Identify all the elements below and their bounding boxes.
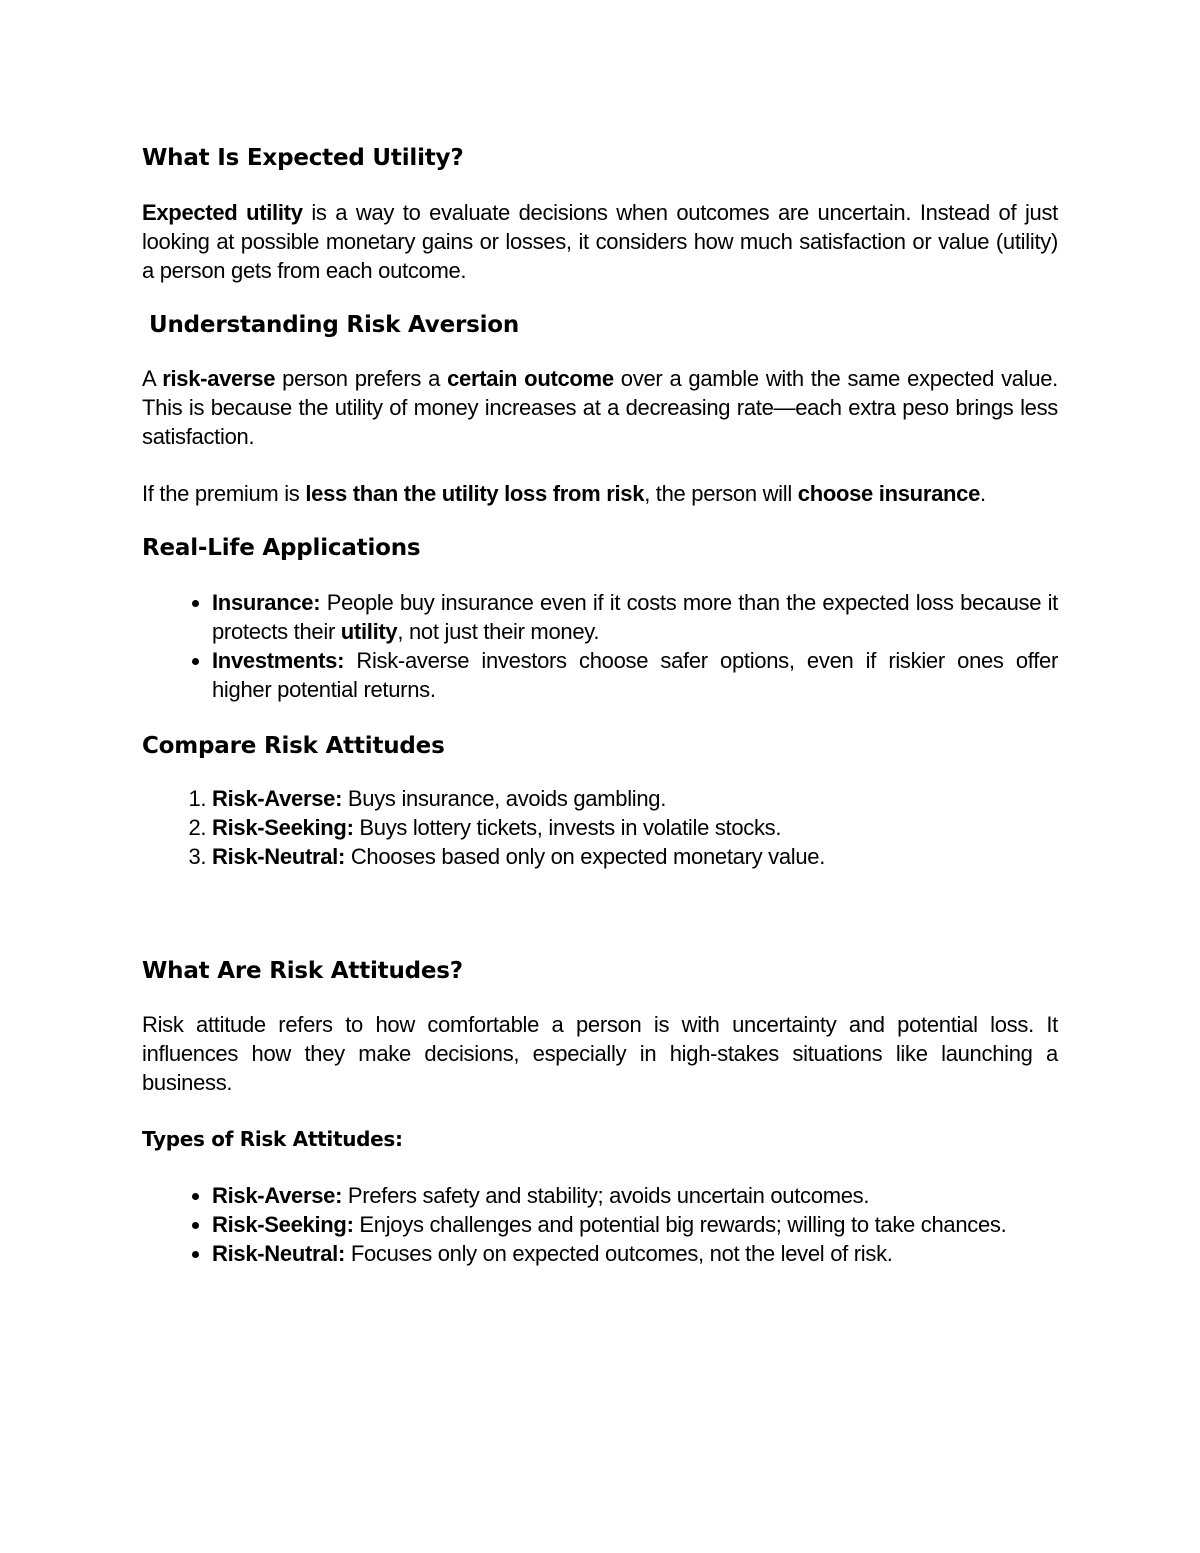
text: is a way to evaluate decisions when outcomes are uncertain. Instead of just looking at possible monetary gains or losses, it considers how much satisfaction or value (utility) a person gets from each outcome.: [142, 200, 1058, 283]
heading-expected-utility: What Is Expected Utility?: [142, 145, 464, 171]
list-item: [212, 784, 1058, 813]
paragraph-expected-utility: [142, 198, 1058, 285]
item-label: Risk-Neutral:: [212, 1241, 346, 1266]
list-item: [212, 1181, 1058, 1210]
bold-term: Expected utility: [142, 200, 303, 225]
text: person prefers a: [275, 366, 448, 391]
text: .: [980, 481, 986, 506]
list-item: [212, 646, 1058, 704]
document-page: [142, 140, 1058, 1268]
list-item: [212, 1239, 1058, 1268]
heading-applications: Real-Life Applications: [142, 535, 421, 561]
compare-list: [142, 784, 1058, 871]
text: If the premium is: [142, 481, 306, 506]
item-text: Chooses based only on expected monetary value.: [345, 844, 826, 869]
list-item: [212, 842, 1058, 871]
applications-list: [142, 588, 1058, 704]
item-text: Enjoys challenges and potential big rewards; willing to take chances.: [353, 1212, 1007, 1237]
bold-term: risk-averse: [162, 366, 276, 391]
item-label: Risk-Averse:: [212, 786, 343, 811]
bold-term: certain outcome: [447, 366, 614, 391]
item-text: Risk-averse investors choose safer options, even if riskier ones offer higher potential returns.: [212, 648, 1058, 702]
item-text: Buys lottery tickets, invests in volatile stocks.: [353, 815, 782, 840]
item-label: Insurance:: [212, 590, 321, 615]
list-item: [212, 1210, 1058, 1239]
bold-term: less than the utility loss from risk: [305, 481, 645, 506]
heading-risk-aversion: Understanding Risk Aversion: [149, 312, 520, 338]
bold-term: utility: [340, 619, 398, 644]
text: A: [142, 366, 163, 391]
item-text: Buys insurance, avoids gambling.: [342, 786, 667, 811]
bold-term: Types of Risk Attitudes:: [142, 1127, 403, 1151]
paragraph-premium: [142, 479, 1058, 508]
item-text: People buy insurance even if it costs more than the expected loss because it protects their: [212, 590, 1058, 644]
item-label: Risk-Neutral:: [212, 844, 346, 869]
subheading-types: [142, 1124, 1058, 1154]
text: , the person will: [644, 481, 798, 506]
item-label: Investments:: [212, 648, 345, 673]
item-text: Focuses only on expected outcomes, not the level of risk.: [345, 1241, 893, 1266]
list-item: [212, 588, 1058, 646]
heading-compare: Compare Risk Attitudes: [142, 733, 445, 759]
types-list: [142, 1181, 1058, 1268]
list-item: [212, 813, 1058, 842]
item-text: Prefers safety and stability; avoids uncertain outcomes.: [342, 1183, 870, 1208]
bold-term: choose insurance: [797, 481, 981, 506]
item-label: Risk-Seeking:: [212, 1212, 354, 1237]
item-label: Risk-Seeking:: [212, 815, 354, 840]
item-label: Risk-Averse:: [212, 1183, 343, 1208]
item-text: , not just their money.: [397, 619, 600, 644]
text: over a gamble with the same expected value. This is because the utility of money increases at a decreasing rate—each extra peso brings less satisfaction.: [142, 366, 1058, 449]
paragraph-risk-aversion: [142, 364, 1058, 451]
paragraph-risk-attitudes: Risk attitude refers to how comfortable a person is with uncertainty and potential loss. It influences how they make decisions, especially in high-stakes situations like launching a business.: [142, 1012, 1058, 1095]
heading-risk-attitudes: What Are Risk Attitudes?: [142, 958, 463, 984]
